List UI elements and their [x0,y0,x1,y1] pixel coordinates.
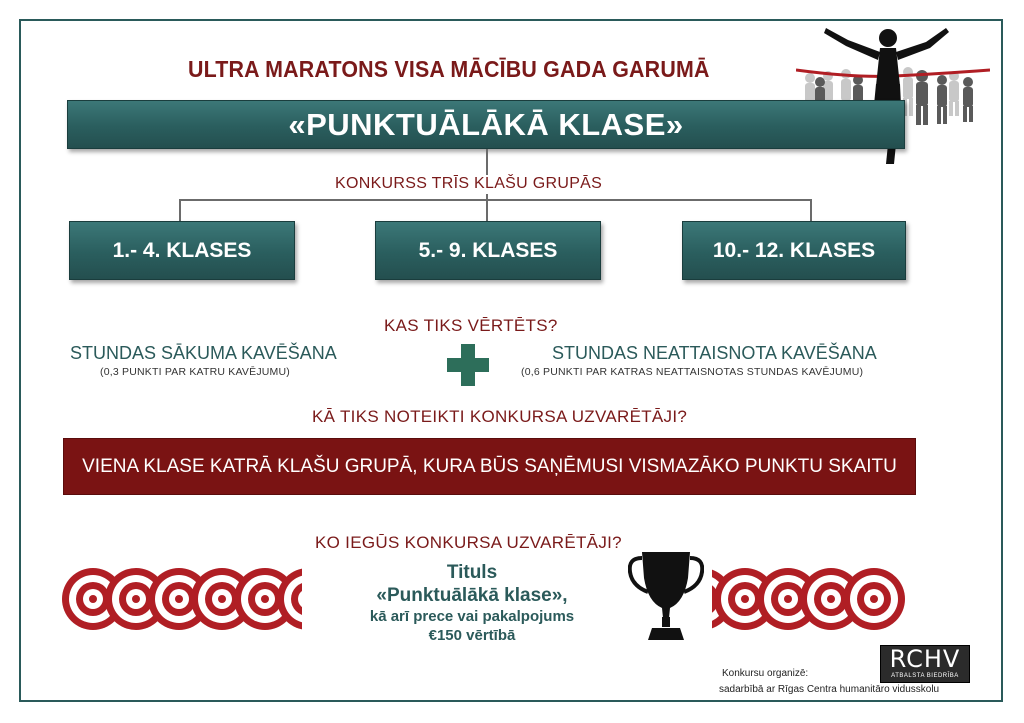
winner-rule-banner: VIENA KLASE KATRĀ KLAŠU GRUPĀ, KURA BŪS SAŅĒMUSI VISMAZĀKO PUNKTU SKAITU [63,438,916,495]
group-box-1-4: 1.- 4. KLASES [69,221,295,280]
criterion-absence-title: STUNDAS NEATTAISNOTA KAVĒŠANA [552,343,877,363]
criterion-late-start-note: (0,3 PUNKTI PAR KATRU KAVĒJUMU) [100,366,290,378]
prize-name-line: «Punktuālākā klase», [376,585,568,606]
connector-line [179,199,812,201]
trophy-icon [628,548,704,644]
target-rings-icon [712,566,914,632]
criterion-absence-note: (0,6 PUNKTI PAR KATRAS NEATTAISNOTAS STUNDAS KAVĒJUMU) [521,366,864,378]
organizer-partner: sadarbībā ar Rīgas Centra humanitāro vidusskolu [719,684,940,695]
rchv-logo [880,645,970,683]
prize-desc-line: kā arī prece vai pakalpojums [369,608,575,625]
logo-subtext: ATBALSTA BIEDRĪBA [891,673,959,679]
prize-text [318,561,626,645]
group-box-5-9: 5.- 9. KLASES [375,221,601,280]
connector-line [179,199,181,222]
prize-title-line: Tituls [446,562,498,583]
organizer-label: Konkursu organizē: [722,668,809,679]
main-title: ULTRA MARATONS VISA MĀCĪBU GADA GARUMĀ [188,56,710,82]
criterion-late-start-title: STUNDAS SĀKUMA KAVĒŠANA [70,343,337,363]
evaluation-heading: KAS TIKS VĒRTĒTS? [384,316,558,335]
target-rings-icon [60,566,302,632]
plus-icon [447,344,489,386]
prize-heading: KO IEGŪS KONKURSA UZVARĒTĀJI? [315,533,622,552]
prize-value-line: €150 vērtībā [428,627,516,644]
groups-heading: KONKURSS TRĪS KLAŠU GRUPĀS [331,175,606,193]
connector-line [486,149,488,177]
group-box-10-12: 10.- 12. KLASES [682,221,906,280]
logo-text: RCHV [889,645,961,673]
connector-line [810,199,812,222]
contest-title-banner: «PUNKTUĀLĀKĀ KLASE» [67,100,905,149]
winners-heading: KĀ TIKS NOTEIKTI KONKURSA UZVARĒTĀJI? [312,407,688,426]
